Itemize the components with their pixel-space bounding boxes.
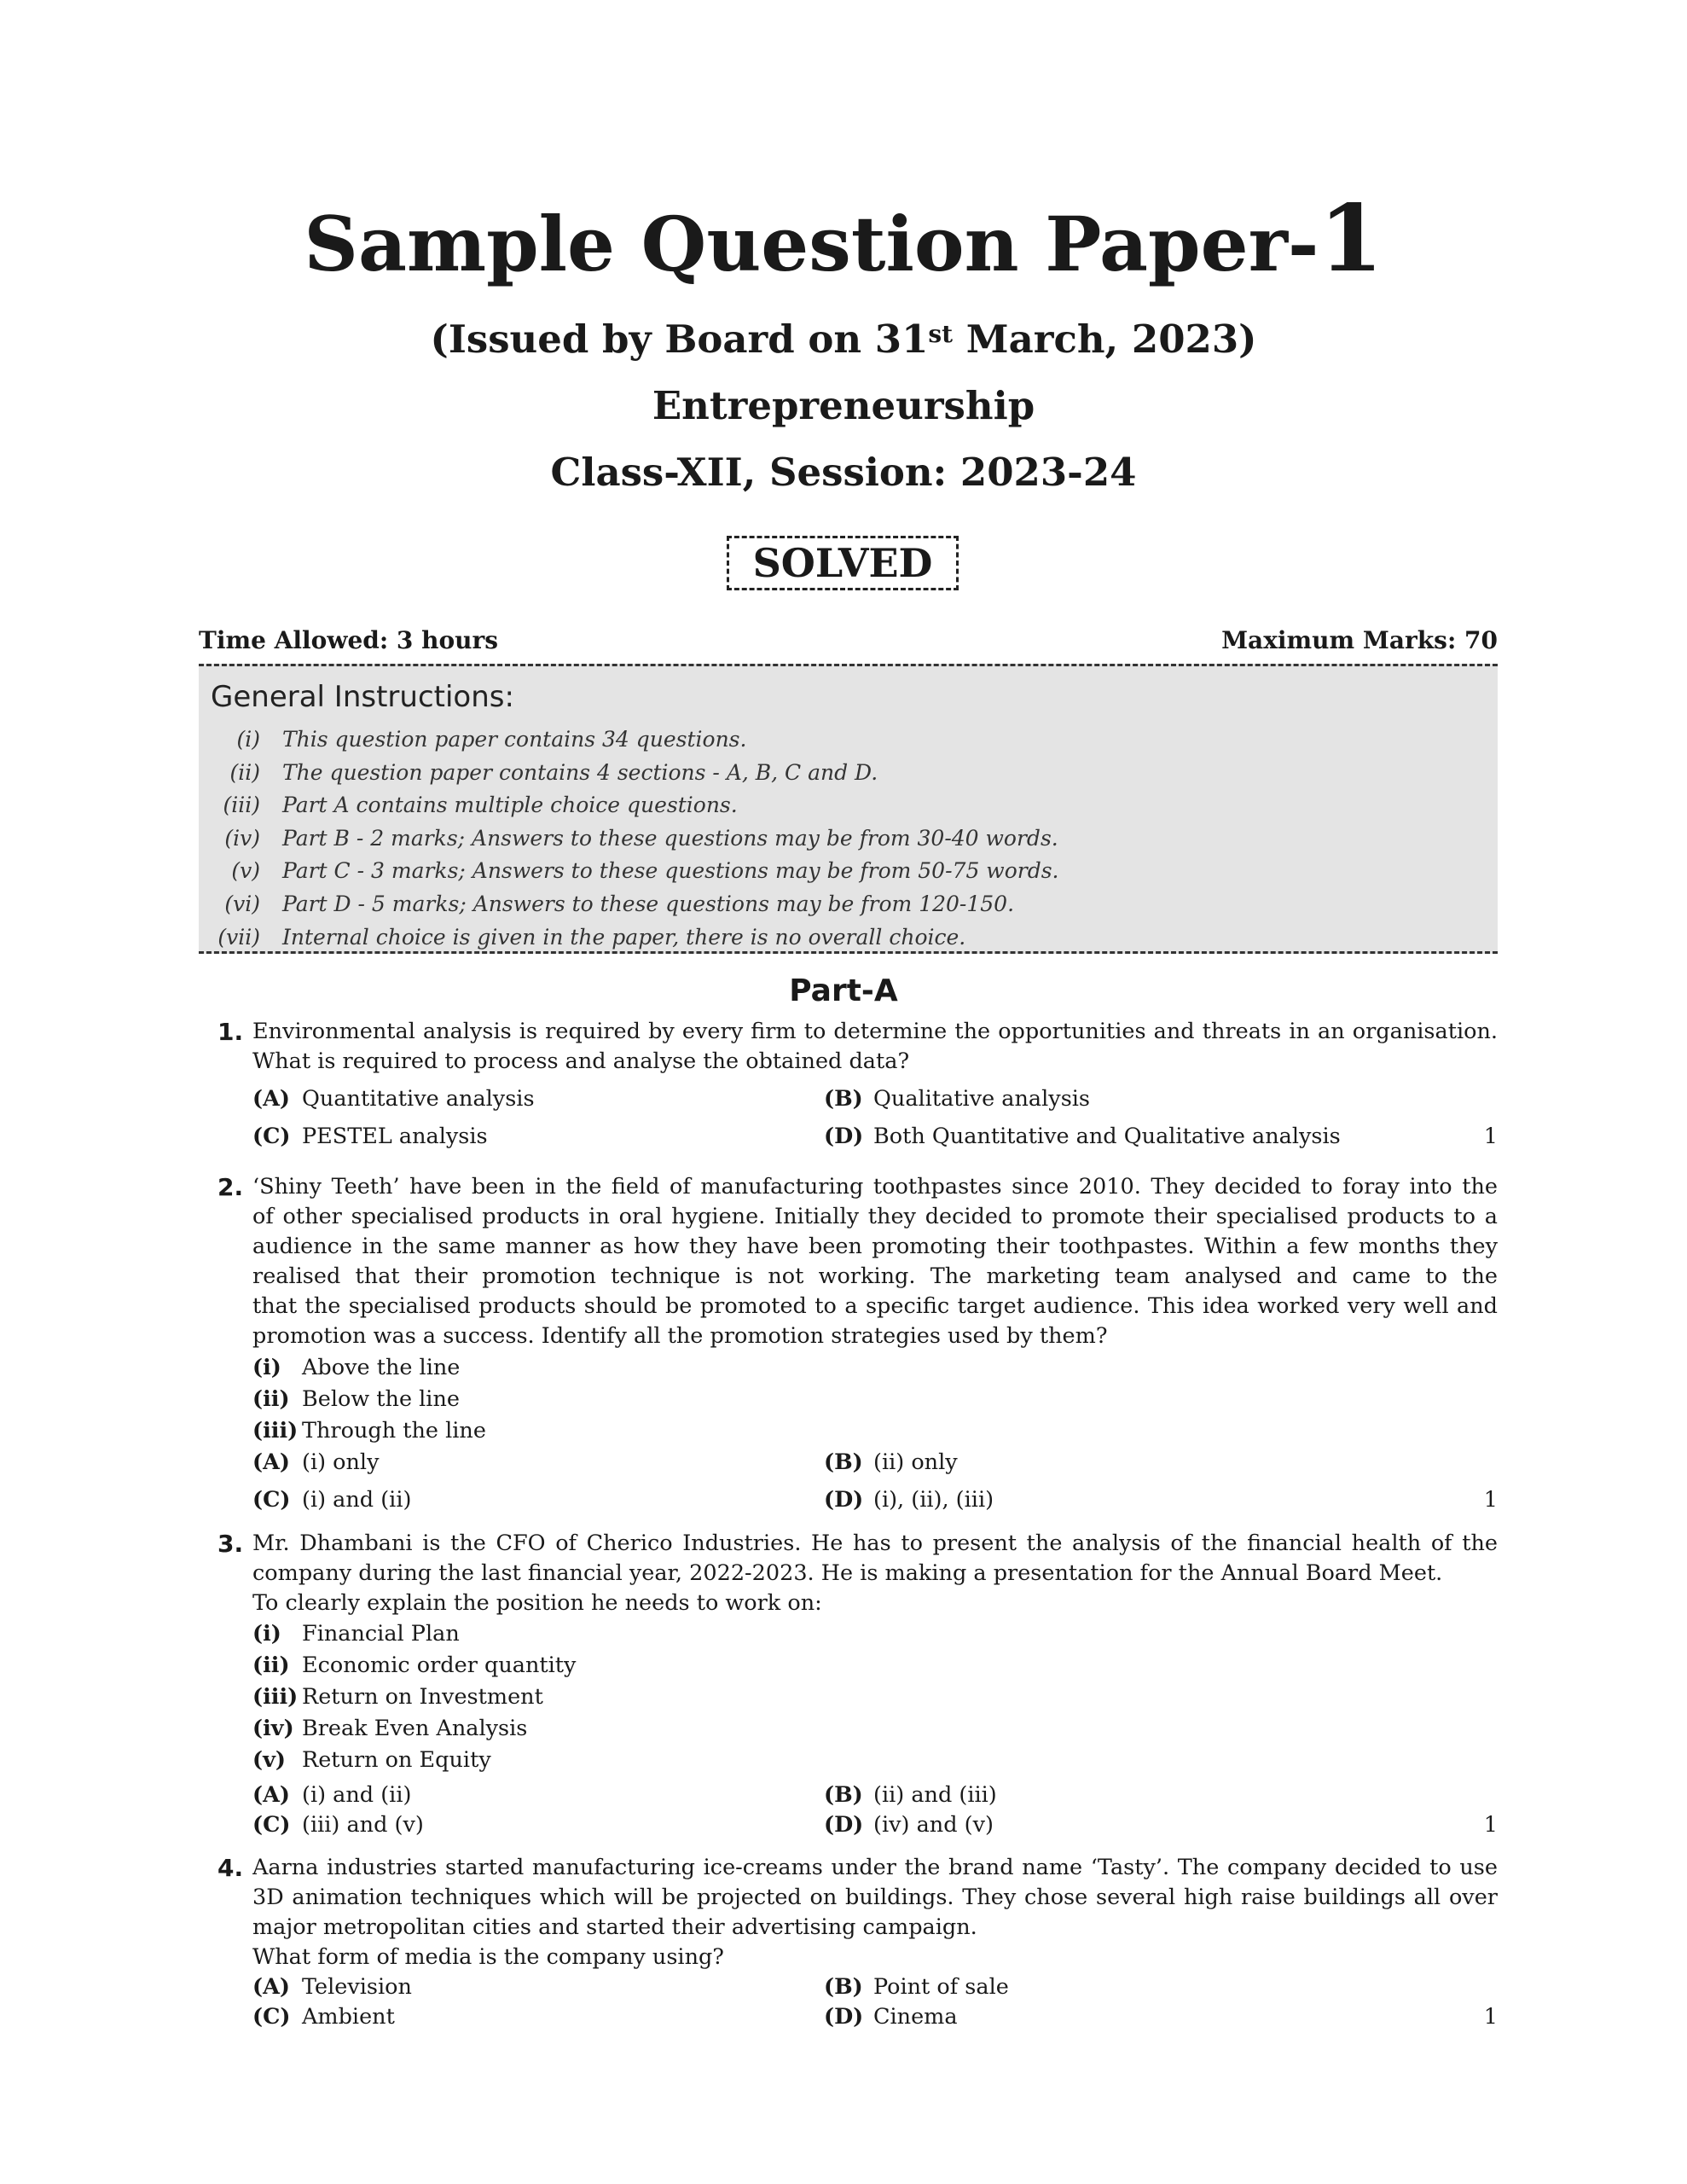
sub-item-label: (ii) [252, 1386, 290, 1412]
question-text-line: promotion was a success. Identify all the promotion strategies used by them? [252, 1323, 1108, 1349]
maximum-marks: Maximum Marks: 70 [1221, 626, 1498, 654]
question-text-line: audience in the same manner as how they have been promoting their toothpastes. Within a few months they [252, 1234, 1498, 1259]
option-text: Quantitative analysis [302, 1086, 535, 1112]
option-c [252, 1122, 488, 1152]
part-a-heading: Part-A [789, 973, 898, 1008]
question-text-line: major metropolitan cities and started their advertising campaign. [252, 1914, 977, 1940]
instruction-text: Internal choice is given in the paper, there is no overall choice. [282, 924, 966, 950]
sub-item [252, 1619, 460, 1649]
option-label: (C) [252, 1812, 291, 1838]
question-text-line: 3D animation techniques which will be projected on buildings. They chose several high raise buildings all over [252, 1885, 1498, 1910]
question-marks: 1 [1483, 1812, 1498, 1838]
subject-title: Entrepreneurship [652, 383, 1035, 428]
option-label: (B) [824, 1782, 863, 1808]
option-text: PESTEL analysis [302, 1124, 488, 1149]
option-label: (C) [252, 2004, 291, 2030]
option-label: (D) [824, 2004, 864, 2030]
issued-suffix: March, 2023) [953, 317, 1257, 362]
option-text: (i) and (ii) [302, 1782, 412, 1808]
question-text-line: Mr. Dhambani is the CFO of Cherico Industries. He has to present the analysis of the financial health of the [252, 1531, 1498, 1556]
sub-item-label: (iii) [252, 1684, 299, 1710]
option-text: Both Quantitative and Qualitative analysis [873, 1124, 1341, 1149]
option-text: Television [302, 1974, 412, 2000]
option-label: (A) [252, 1782, 290, 1808]
sub-item-text: Return on Equity [302, 1747, 491, 1773]
option-a [252, 1084, 535, 1114]
question-number: 1. [217, 1018, 244, 1046]
sub-item-label: (i) [252, 1355, 281, 1380]
general-instructions-box [199, 664, 1498, 954]
option-text: Point of sale [873, 1974, 1009, 2000]
question-text-line: Aarna industries started manufacturing ice-creams under the brand name ‘Tasty’. The company decided to use [252, 1855, 1498, 1880]
instruction-number: (vi) [224, 891, 260, 916]
option-label: (A) [252, 1449, 290, 1475]
question-marks: 1 [1483, 2004, 1498, 2030]
instruction-text: Part A contains multiple choice questions. [282, 793, 738, 818]
issued-line [0, 316, 1687, 363]
option-label: (A) [252, 1086, 290, 1112]
class-session: Class-XII, Session: 2023-24 [550, 450, 1137, 495]
option-text: (ii) and (iii) [873, 1782, 997, 1808]
sub-item [252, 1416, 486, 1446]
option-text: (ii) only [873, 1449, 958, 1475]
option-text: (iv) and (v) [873, 1812, 994, 1838]
option-text: (i), (ii), (iii) [873, 1487, 994, 1513]
option-text: Qualitative analysis [873, 1086, 1091, 1112]
sub-item [252, 1353, 460, 1383]
solved-badge: SOLVED [727, 536, 959, 590]
instruction-number: (i) [236, 727, 260, 752]
instruction-text: Part B - 2 marks; Answers to these questions may be from 30-40 words. [282, 825, 1058, 851]
option-text: (i) only [302, 1449, 380, 1475]
option-label: (B) [824, 1449, 863, 1475]
time-allowed: Time Allowed: 3 hours [199, 626, 499, 654]
sub-item-label: (iii) [252, 1418, 299, 1443]
option-label: (C) [252, 1124, 291, 1149]
question-marks: 1 [1483, 1487, 1498, 1513]
sub-item-label: (i) [252, 1621, 281, 1647]
sub-item-text: Above the line [302, 1355, 461, 1380]
instruction-number: (v) [231, 858, 260, 884]
question-text-line: Environmental analysis is required by every firm to determine the opportunities and threats in an organisation. [252, 1019, 1498, 1044]
option-d [824, 1485, 994, 1515]
sub-item-label: (ii) [252, 1653, 290, 1678]
sub-item [252, 1651, 576, 1681]
question-text-line: What form of media is the company using? [252, 1944, 724, 1970]
option-c [252, 1810, 424, 1840]
question-number: 2. [217, 1173, 244, 1201]
question-text-line: To clearly explain the position he needs to work on: [252, 1590, 822, 1616]
option-b [824, 1084, 1090, 1114]
instruction-number: (iv) [224, 825, 260, 851]
issued-superscript: st [928, 320, 954, 348]
option-label: (D) [824, 1124, 864, 1149]
sub-item-text: Break Even Analysis [302, 1716, 528, 1741]
option-c [252, 2002, 395, 2032]
question-text-line: of other specialised products in oral hygiene. Initially they decided to promote their specialised products to a [252, 1204, 1498, 1229]
paper-title [0, 185, 1687, 293]
instruction-text: The question paper contains 4 sections - A, B, C and D. [282, 759, 878, 785]
instruction-number: (iii) [223, 793, 260, 818]
sub-item [252, 1682, 543, 1712]
question-text-line: What is required to process and analyse the obtained data? [252, 1048, 910, 1074]
sub-item-text: Economic order quantity [302, 1653, 577, 1678]
issued-prefix: (Issued by Board on 31 [430, 317, 929, 362]
option-text: Ambient [302, 2004, 395, 2030]
sub-item-label: (iv) [252, 1716, 294, 1741]
question-marks: 1 [1483, 1124, 1498, 1149]
option-label: (C) [252, 1487, 291, 1513]
question-number: 4. [217, 1854, 244, 1882]
option-b [824, 1972, 1009, 2002]
paper-title-text: Sample Question Paper- [304, 200, 1319, 288]
sub-item [252, 1745, 491, 1775]
option-a [252, 1780, 411, 1810]
option-label: (B) [824, 1974, 863, 2000]
question-text-line: realised that their promotion technique is not working. The marketing team analysed and came to the [252, 1263, 1498, 1289]
sub-item [252, 1385, 460, 1414]
option-a [252, 1448, 380, 1478]
option-a [252, 1972, 412, 2002]
instruction-text: Part C - 3 marks; Answers to these questions may be from 50-75 words. [282, 858, 1059, 884]
instruction-number: (ii) [229, 759, 260, 785]
option-d [824, 1122, 1341, 1152]
option-b [824, 1780, 997, 1810]
option-text: (i) and (ii) [302, 1487, 412, 1513]
option-d [824, 2002, 958, 2032]
option-label: (B) [824, 1086, 863, 1112]
question-text-line: company during the last financial year, 2022-2023. He is making a presentation for the Annual Board Meet. [252, 1560, 1443, 1586]
instruction-text: This question paper contains 34 questions. [282, 727, 747, 752]
option-d [824, 1810, 994, 1840]
option-text: (iii) and (v) [302, 1812, 424, 1838]
question-number: 3. [217, 1530, 244, 1558]
question-text-line: ‘Shiny Teeth’ have been in the field of manufacturing toothpastes since 2010. They decided to foray into the [252, 1174, 1498, 1199]
question-text-line: that the specialised products should be promoted to a specific target audience. This idea worked very well and [252, 1293, 1498, 1319]
option-label: (D) [824, 1487, 864, 1513]
instruction-text: Part D - 5 marks; Answers to these questions may be from 120-150. [282, 891, 1015, 916]
option-c [252, 1485, 411, 1515]
option-label: (D) [824, 1812, 864, 1838]
sub-item-text: Return on Investment [302, 1684, 543, 1710]
sub-item [252, 1714, 527, 1744]
sub-item-label: (v) [252, 1747, 286, 1773]
general-instructions-title: General Instructions: [211, 680, 514, 714]
option-text: Cinema [873, 2004, 958, 2030]
sub-item-text: Below the line [302, 1386, 460, 1412]
option-b [824, 1448, 958, 1478]
sub-item-text: Financial Plan [302, 1621, 460, 1647]
paper-title-number: 1 [1319, 185, 1383, 293]
option-label: (A) [252, 1974, 290, 2000]
sub-item-text: Through the line [302, 1418, 486, 1443]
instruction-number: (vii) [217, 924, 260, 950]
